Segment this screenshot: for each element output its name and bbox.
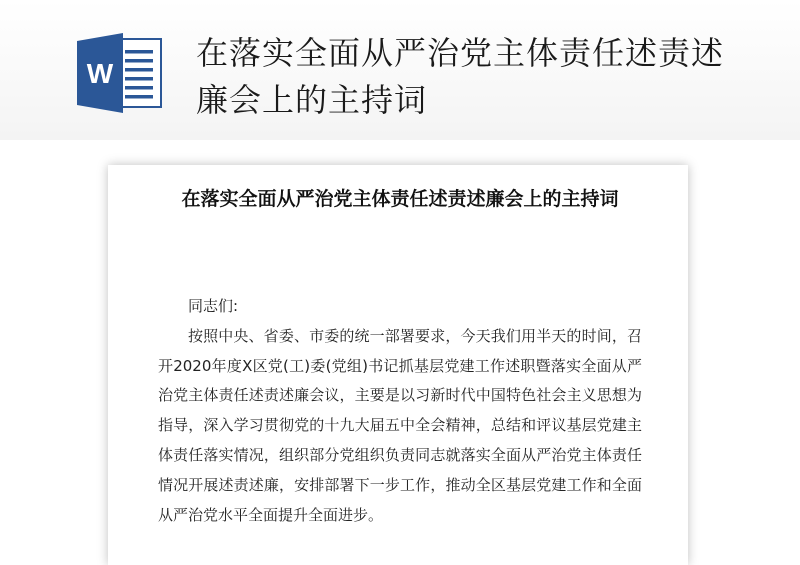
page-title: 在落实全面从严治党主体责任述责述廉会上的主持词 — [196, 34, 725, 119]
header-banner — [0, 0, 800, 140]
document-body — [158, 292, 642, 530]
paragraph: 按照中央、省委、市委的统一部署要求，今天我们用半天的时间，召开2020年度X区党(工)委(党组)书记抓基层党建工作述职暨落实全面从严治党主体责任述责述廉会议，主要是以习新时代中国特色社会主义思想为指导，深入学习贯彻党的十九大届五中全会精神，总结和评议基层党建主体责任落实情况，组织部分党组织负责同志就落实全面从严治党主体责任情况开展述责述廉，安排部署下一步工作，推动全区基层党建工作和全面从严治党水平全面提升全面进步。 — [158, 326, 642, 524]
document-title: 在落实全面从严治党主体责任述责述廉会上的主持词 — [181, 188, 619, 210]
salutation: 同志们: — [188, 297, 239, 315]
word-document-icon — [77, 33, 163, 113]
word-icon-letter: W — [86, 58, 114, 89]
